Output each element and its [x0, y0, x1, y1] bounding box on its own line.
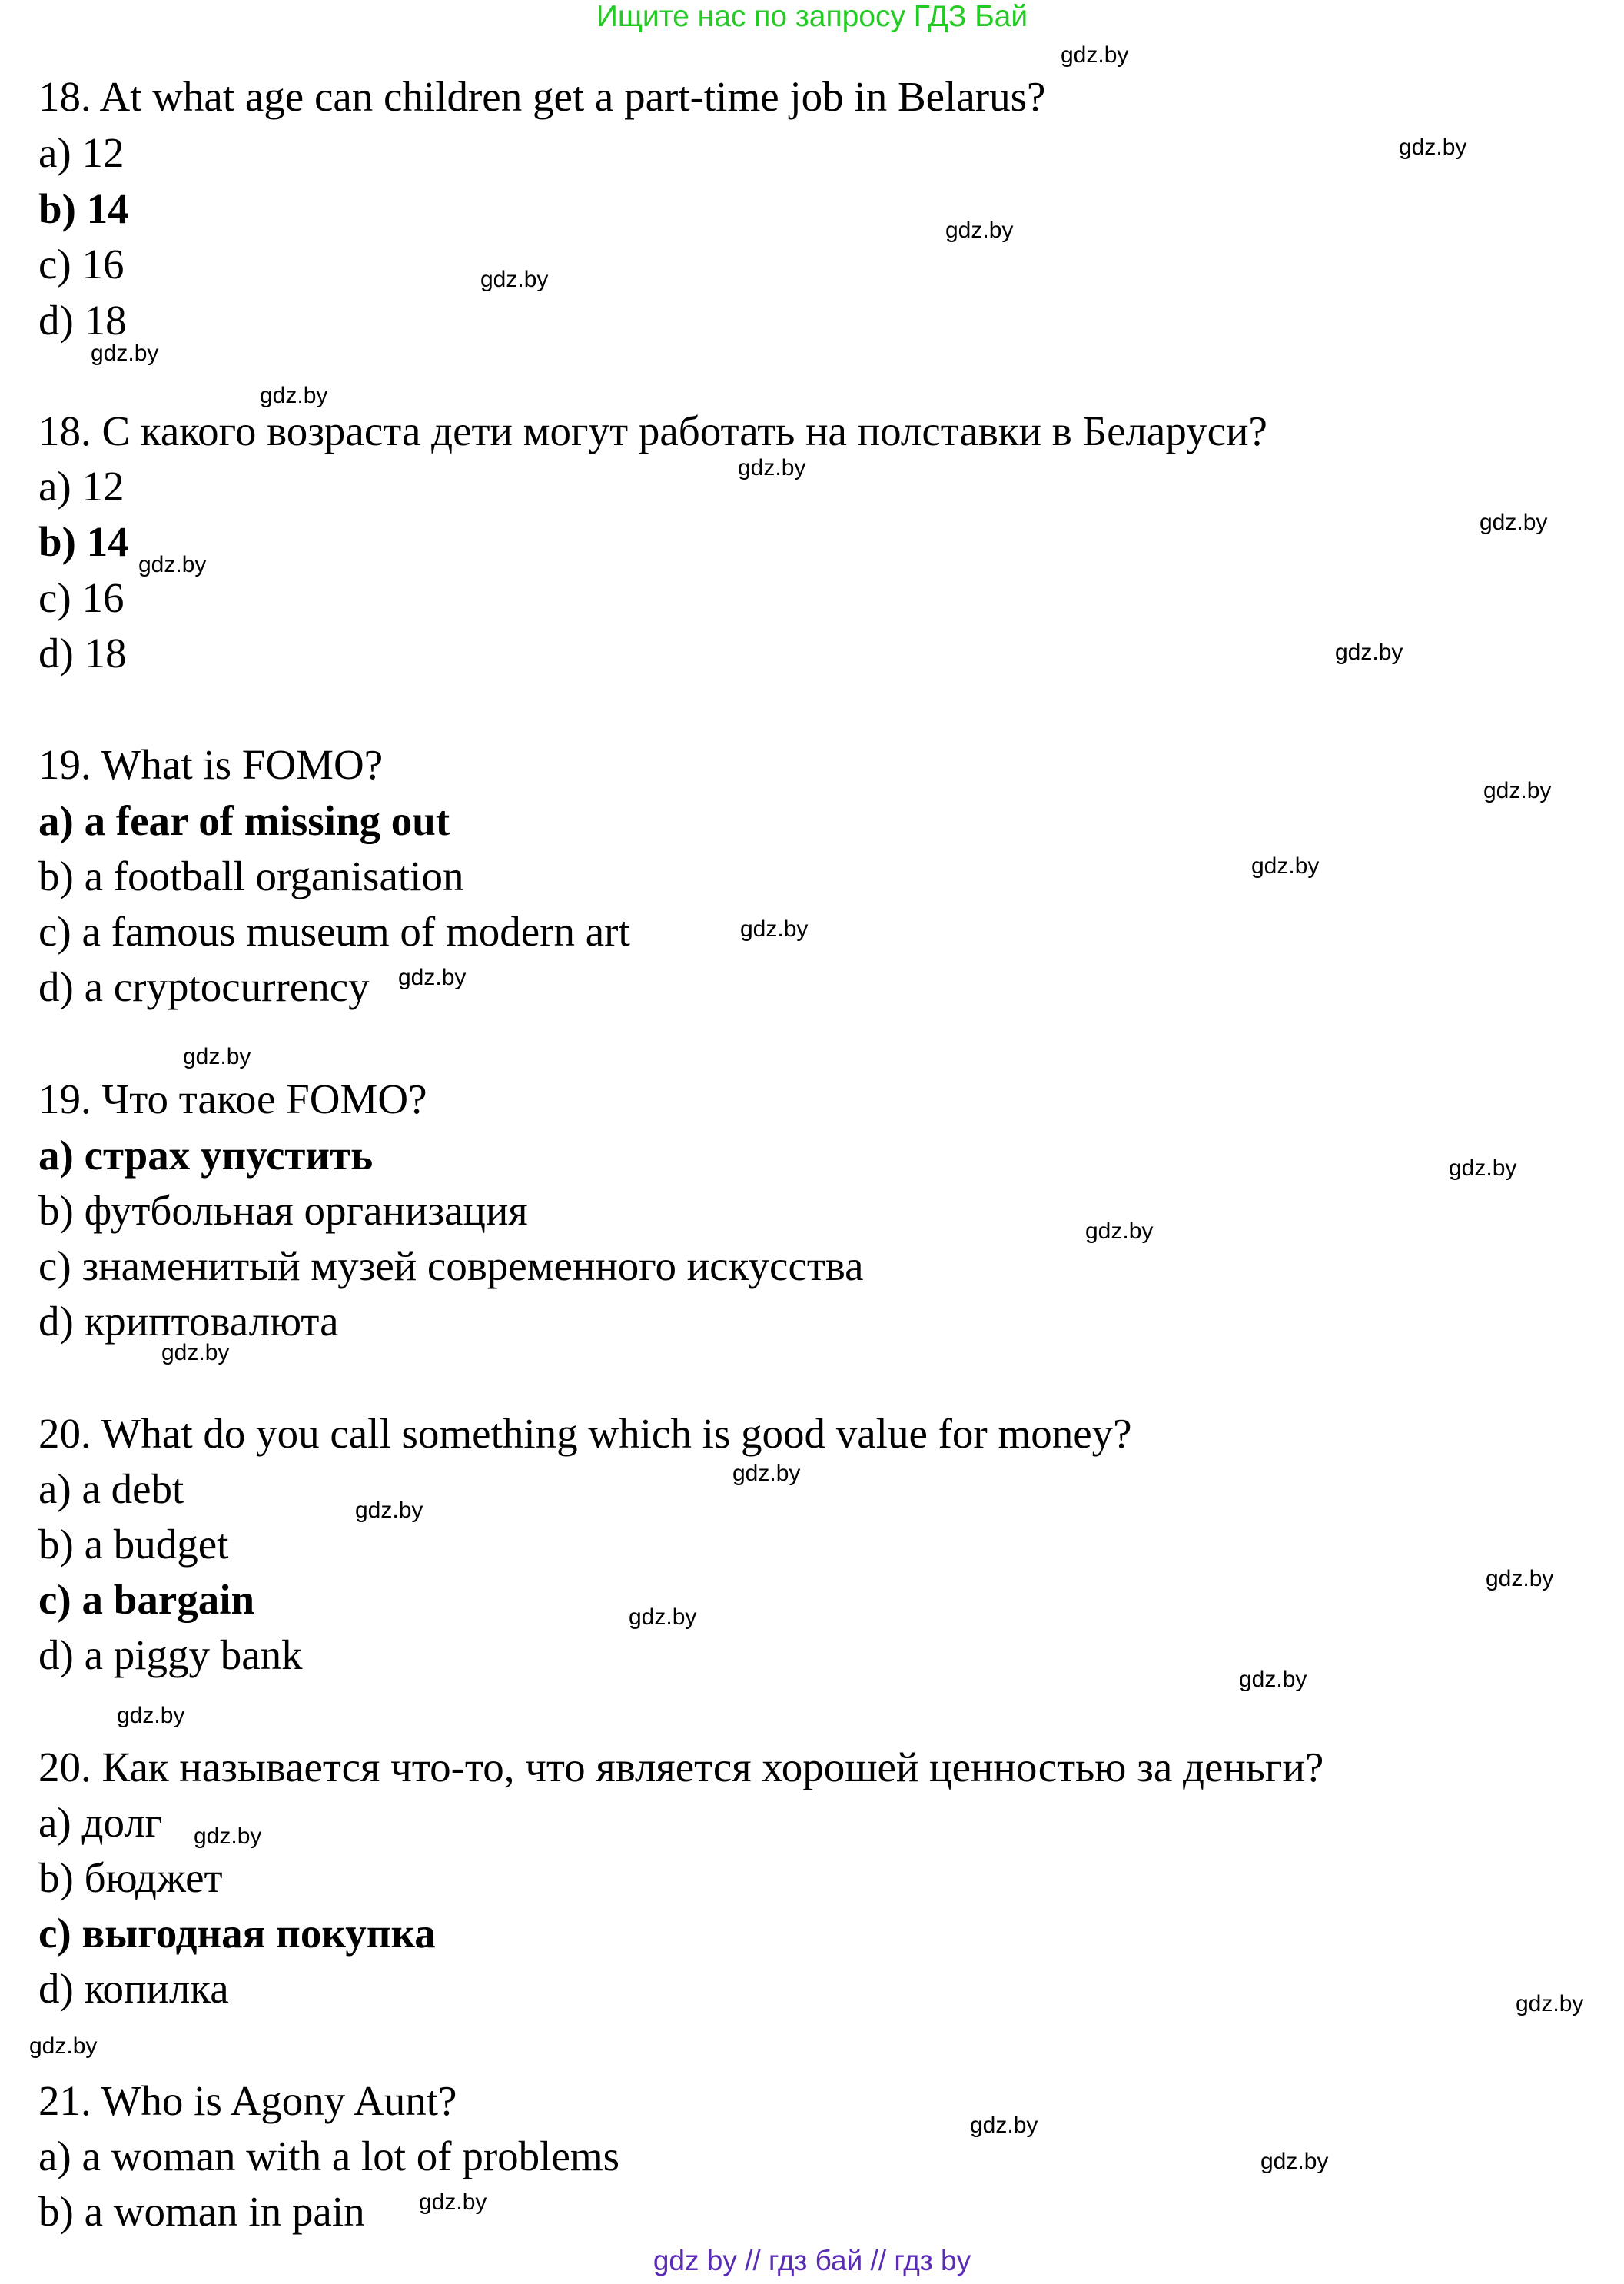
watermark: gdz.by [183, 1044, 251, 1069]
answer-option: c) знаменитый музей современного искусства [38, 1242, 864, 1289]
answer-option: a) a woman with a lot of problems [38, 2133, 620, 2179]
question-text: 18. С какого возраста дети могут работать на полставки в Беларуси? [38, 407, 1267, 454]
watermark: gdz.by [1251, 853, 1320, 879]
answer-option: d) a cryptocurrency [38, 963, 370, 1010]
answer-option: d) 18 [38, 297, 127, 344]
watermark: gdz.by [945, 218, 1014, 243]
answer-option-correct: c) a bargain [38, 1576, 255, 1623]
answer-option: d) криптовалюта [38, 1298, 339, 1345]
answer-option: d) копилка [38, 1965, 229, 2012]
watermark: gdz.by [738, 455, 806, 480]
watermark: gdz.by [138, 552, 207, 577]
watermark: gdz.by [1239, 1667, 1307, 1692]
answer-option-correct: b) 14 [38, 185, 129, 232]
watermark: gdz.by [1483, 778, 1552, 803]
answer-option: b) a budget [38, 1521, 229, 1568]
watermark: gdz.by [480, 267, 549, 292]
answer-option: a) долг [38, 1799, 163, 1846]
watermark: gdz.by [970, 2113, 1038, 2138]
watermark: gdz.by [740, 916, 809, 942]
question-text: 19. Что такое FOMO? [38, 1076, 427, 1122]
watermark: gdz.by [1516, 1991, 1584, 2016]
answer-option: c) 16 [38, 241, 125, 288]
watermark: gdz.by [1085, 1218, 1154, 1244]
watermark: gdz.by [260, 383, 328, 408]
watermark: gdz.by [91, 341, 159, 366]
answer-option: a) 12 [38, 463, 125, 510]
answer-option-correct: c) выгодная покупка [38, 1910, 436, 1957]
watermark: gdz.by [1449, 1155, 1517, 1181]
question-text: 19. What is FOMO? [38, 741, 384, 788]
watermark: gdz.by [29, 2033, 98, 2059]
site-banner: Ищите нас по запросу ГДЗ Бай [596, 0, 1028, 33]
answer-option: d) a piggy bank [38, 1631, 303, 1678]
watermark: gdz.by [419, 2189, 487, 2215]
question-text: 21. Who is Agony Aunt? [38, 2077, 457, 2124]
watermark: gdz.by [398, 965, 467, 990]
watermark: gdz.by [732, 1461, 801, 1486]
answer-option: b) a woman in pain [38, 2188, 365, 2235]
question-text: 18. At what age can children get a part-time job in Belarus? [38, 73, 1046, 120]
watermark: gdz.by [1061, 42, 1129, 68]
footer-links[interactable]: gdz by // гдз бай // гдз by [653, 2245, 971, 2276]
question-text: 20. Как называется что-то, что является хорошей ценностью за деньги? [38, 1744, 1324, 1790]
answer-option: a) 12 [38, 129, 125, 176]
answer-option: c) 16 [38, 574, 125, 621]
watermark: gdz.by [1260, 2149, 1329, 2174]
answer-option: b) футбольная организация [38, 1187, 528, 1234]
watermark: gdz.by [1335, 640, 1403, 665]
watermark: gdz.by [355, 1498, 423, 1523]
answer-option: b) бюджет [38, 1854, 223, 1901]
answer-option-correct: a) страх упустить [38, 1132, 374, 1179]
answer-option: a) a debt [38, 1465, 184, 1512]
watermark: gdz.by [1480, 510, 1548, 535]
answer-option-correct: b) 14 [38, 518, 129, 565]
watermark: gdz.by [117, 1703, 185, 1728]
watermark: gdz.by [194, 1824, 262, 1849]
watermark: gdz.by [629, 1604, 697, 1630]
answer-option: d) 18 [38, 630, 127, 677]
answer-option-correct: a) a fear of missing out [38, 797, 450, 844]
answer-option: b) a football organisation [38, 853, 464, 899]
question-text: 20. What do you call something which is good value for money? [38, 1410, 1132, 1457]
watermark: gdz.by [1399, 135, 1467, 160]
answer-option: c) a famous museum of modern art [38, 908, 630, 955]
watermark: gdz.by [1486, 1566, 1554, 1591]
watermark: gdz.by [161, 1340, 230, 1365]
